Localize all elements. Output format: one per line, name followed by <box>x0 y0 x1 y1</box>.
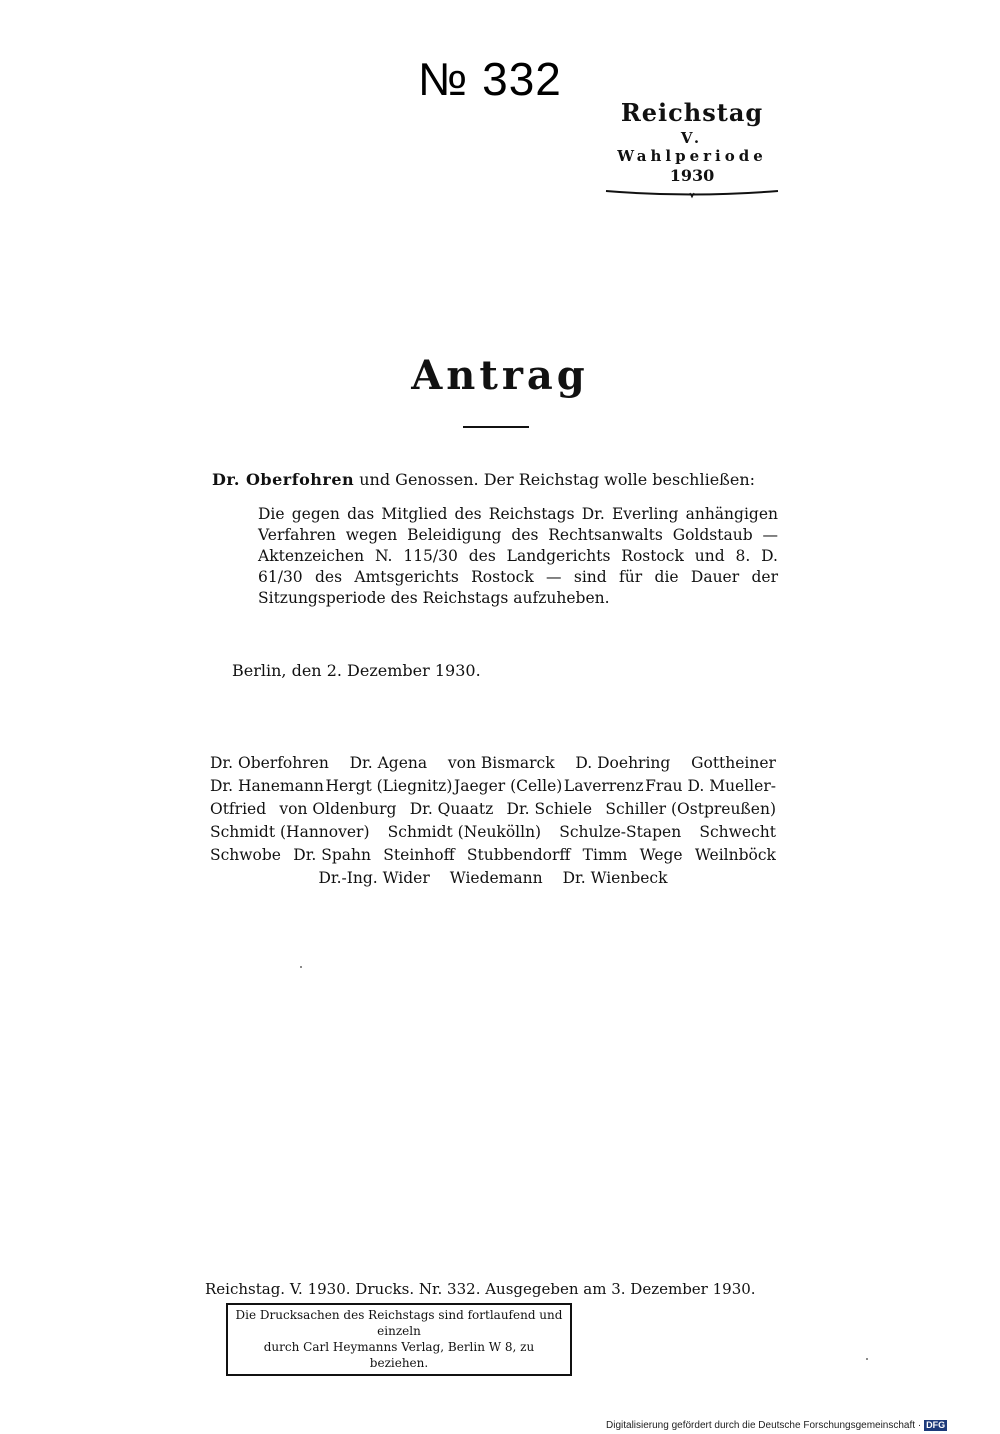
signatory: Dr. Quaatz <box>409 800 494 818</box>
signatories-list <box>210 752 776 890</box>
credit-text: Digitalisierung gefördert durch die Deutsche Forschungsgemeinschaft · <box>606 1420 922 1431</box>
signatory: von Oldenburg <box>279 800 397 818</box>
signatories-row <box>210 821 776 844</box>
signatory: Wege <box>639 846 683 864</box>
document-type-heading: Antrag <box>411 352 589 399</box>
dfg-logo-icon: DFG <box>926 1420 946 1430</box>
motion-text: Die gegen das Mitglied des Reichstags Dr. Everling anhängigen Verfahren wegen Beleidigung des Rechtsanwalts Goldstaub — Aktenzeichen N. 115/30 des Landgerichts Rostock und 8. D. 61/30 des Amtsgerichts Rostock — sind für die Dauer der Sitzungsperiode des Reichstags aufzuheben. <box>258 505 778 607</box>
signatory: Gottheiner <box>691 754 776 772</box>
signatory: Dr. Schiele <box>506 800 593 818</box>
header-block <box>604 98 780 199</box>
footer-box-line: Die Drucksachen des Reichstags sind fortlaufend und einzeln <box>235 1308 563 1338</box>
signatory: Frau D. Mueller- <box>645 777 776 795</box>
signatory: Steinhoff <box>383 846 455 864</box>
signatory: Schiller (Ostpreußen) <box>605 800 776 818</box>
institution-title: Reichstag <box>620 98 764 127</box>
signatory: Dr. Wienbeck <box>562 869 668 887</box>
signatory: Schmidt (Neukölln) <box>387 823 542 841</box>
signatory: D. Doehring <box>575 754 671 772</box>
signatory: Otfried <box>210 800 267 818</box>
signatory: Schmidt (Hannover) <box>210 823 370 841</box>
signatory: Jaeger (Celle) <box>454 777 563 795</box>
print-speck <box>866 1358 868 1360</box>
date-line: Berlin, den 2. Dezember 1930. <box>232 661 481 680</box>
header-year: 1930 <box>669 166 715 185</box>
signatory: Timm <box>582 846 628 864</box>
footer-distribution-box <box>226 1303 572 1376</box>
signatory: Stubbendorff <box>466 846 571 864</box>
title-divider <box>463 426 529 428</box>
signatory: Schwobe <box>210 846 281 864</box>
signatory: Dr. Spahn <box>293 846 372 864</box>
signatory: von Bismarck <box>447 754 555 772</box>
signatory: Schwecht <box>699 823 776 841</box>
document-number: № 332 <box>418 53 562 105</box>
signatories-row <box>210 844 776 867</box>
digitization-credit <box>606 1420 947 1431</box>
signatories-row <box>210 775 776 798</box>
signatories-row <box>210 867 776 890</box>
electoral-period: V. Wahlperiode <box>617 129 767 165</box>
signatory: Wiedemann <box>449 869 543 887</box>
signatory: Dr. Agena <box>349 754 428 772</box>
signatory: Weilnböck <box>694 846 776 864</box>
print-speck <box>300 966 302 968</box>
intro-resolution: und Genossen. Der Reichstag wolle beschließen: <box>354 470 756 489</box>
signatory: Schulze-Stapen <box>559 823 682 841</box>
signatory: Laverrenz <box>563 777 644 795</box>
signatory: Dr.-Ing. Wider <box>318 869 430 887</box>
footer-publication-line: Reichstag. V. 1930. Drucks. Nr. 332. Ausgegeben am 3. Dezember 1930. <box>205 1280 756 1298</box>
footer-box-line: durch Carl Heymanns Verlag, Berlin W 8, zu beziehen. <box>263 1340 535 1370</box>
header-ornament-rule <box>604 189 780 199</box>
signatory: Dr. Hanemann <box>210 777 324 795</box>
intro-line <box>212 470 792 489</box>
intro-authors: Dr. Oberfohren <box>212 470 355 489</box>
signatory: Dr. Oberfohren <box>210 754 329 772</box>
signatories-row <box>210 798 776 821</box>
signatory: Hergt (Liegnitz) <box>325 777 453 795</box>
signatories-row <box>210 752 776 775</box>
